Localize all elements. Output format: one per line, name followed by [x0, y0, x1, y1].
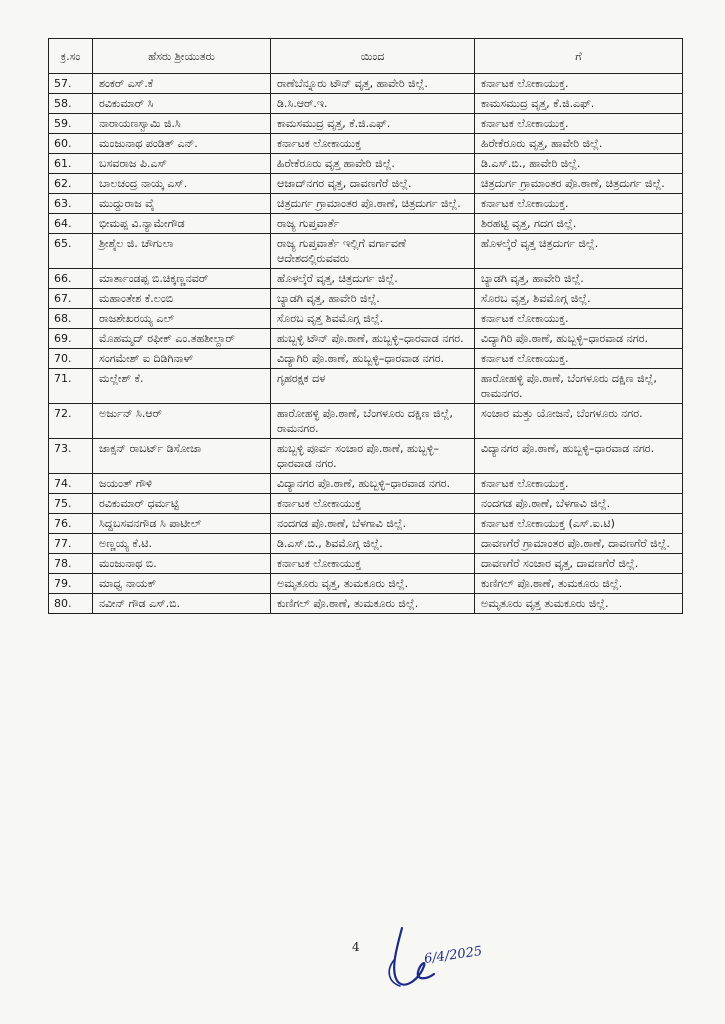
cell-to: ವಿದ್ಯಾಗಿರಿ ಪೊ.ಠಾಣೆ, ಹುಬ್ಬಳ್ಳಿ–ಧಾರವಾಡ ನಗರ.	[475, 329, 683, 349]
cell-to: ಅಮೃತೂರು ವೃತ್ತ ತುಮಕೂರು ಜಿಲ್ಲೆ.	[475, 594, 683, 614]
cell-to: ಡಿ.ಎಸ್.ಬಿ., ಹಾವೇರಿ ಜಿಲ್ಲೆ.	[475, 154, 683, 174]
signature-date: 6/4/2025	[423, 944, 484, 967]
cell-to: ನಂದಗಡ ಪೊ.ಠಾಣೆ, ಬೆಳಗಾವಿ ಜಿಲ್ಲೆ.	[475, 494, 683, 514]
cell-name: ಸಂಗಮೇಶ್ ಐ ದಿಡಿಗಿನಾಳ್	[93, 349, 271, 369]
cell-name: ಶ್ರೀಶೈಲ ಜಿ. ಚೌಗುಲಾ	[93, 234, 271, 269]
cell-sl: 72.	[49, 404, 93, 439]
table-row	[49, 309, 683, 329]
cell-sl: 78.	[49, 554, 93, 574]
table-row	[49, 534, 683, 554]
cell-sl: 73.	[49, 439, 93, 474]
cell-from: ನಂದಗಡ ಪೊ.ಠಾಣೆ, ಬೆಳಗಾವಿ ಜಿಲ್ಲೆ.	[271, 514, 475, 534]
cell-to: ದಾವಣಗೆರೆ ಗ್ರಾಮಾಂತರ ಪೊ.ಠಾಣೆ, ದಾವಣಗೆರೆ ಜಿಲ್ಲೆ.	[475, 534, 683, 554]
cell-from: ರಾಣೆಬೆನ್ನೂರು ಟೌನ್ ವೃತ್ತ, ಹಾವೇರಿ ಜಿಲ್ಲೆ.	[271, 74, 475, 94]
cell-from: ಅಮೃತೂರು ವೃತ್ತ, ತುಮಕೂರು ಜಿಲ್ಲೆ.	[271, 574, 475, 594]
cell-from: ಗೃಹರಕ್ಷಕ ದಳ	[271, 369, 475, 404]
table-row	[49, 369, 683, 404]
cell-from: ಕರ್ನಾಟಕ ಲೋಕಾಯುಕ್ತ	[271, 494, 475, 514]
page-number: 4	[352, 940, 360, 954]
cell-from: ಕರ್ನಾಟಕ ಲೋಕಾಯುಕ್ತ	[271, 134, 475, 154]
cell-name: ಮಲ್ಲೇಶ್ ಕೆ.	[93, 369, 271, 404]
cell-sl: 57.	[49, 74, 93, 94]
table-row	[49, 194, 683, 214]
cell-to: ಹೊಳಲ್ಕೆರೆ ವೃತ್ತ ಚಿತ್ರದುರ್ಗ ಜಿಲ್ಲೆ.	[475, 234, 683, 269]
table-row	[49, 574, 683, 594]
table-row	[49, 514, 683, 534]
cell-sl: 79.	[49, 574, 93, 594]
cell-sl: 69.	[49, 329, 93, 349]
cell-from: ಚಿತ್ರದುರ್ಗ ಗ್ರಾಮಾಂತರ ಪೊ.ಠಾಣೆ, ಚಿತ್ರದುರ್ಗ ಜಿಲ್ಲೆ.	[271, 194, 475, 214]
table-row	[49, 554, 683, 574]
table-row	[49, 269, 683, 289]
cell-from: ಆಜಾದ್‌ನಗರ ವೃತ್ತ, ದಾವಣಗೆರೆ ಜಿಲ್ಲೆ.	[271, 174, 475, 194]
cell-name: ರವಿಕುಮಾರ್ ಸಿ	[93, 94, 271, 114]
header-name: ಹೆಸರು ಶ್ರೀಯುತರು	[93, 39, 271, 74]
cell-from: ಡಿ.ಸಿ.ಆರ್.ಇ.	[271, 94, 475, 114]
cell-sl: 68.	[49, 309, 93, 329]
cell-to: ಸಂಚಾರ ಮತ್ತು ಯೋಜನೆ, ಬೆಂಗಳೂರು ನಗರ.	[475, 404, 683, 439]
cell-sl: 59.	[49, 114, 93, 134]
cell-name: ಮಾರ್ತಾಂಡಪ್ಪ ಬಿ.ಚಿಕ್ಕಣ್ಣನವರ್	[93, 269, 271, 289]
cell-name: ಅರ್ಜುನ್ ಸಿ.ಆರ್	[93, 404, 271, 439]
cell-to: ಚಿತ್ರದುರ್ಗ ಗ್ರಾಮಾಂತರ ಪೊ.ಠಾಣೆ, ಚಿತ್ರದುರ್ಗ ಜಿಲ್ಲೆ.	[475, 174, 683, 194]
cell-from: ಹುಬ್ಬಳ್ಳಿ ಟೌನ್ ಪೊ.ಠಾಣೆ, ಹುಬ್ಬಳ್ಳಿ–ಧಾರವಾಡ ನಗರ.	[271, 329, 475, 349]
cell-sl: 58.	[49, 94, 93, 114]
cell-name: ಜಾಕ್ಸನ್ ರಾಬರ್ಟ್ ಡಿಸೋಜಾ	[93, 439, 271, 474]
cell-from: ಹುಬ್ಬಳ್ಳಿ ಪೂರ್ವ ಸಂಚಾರ ಪೊ.ಠಾಣೆ, ಹುಬ್ಬಳ್ಳಿ–ಧಾರವಾಡ ನಗರ.	[271, 439, 475, 474]
cell-name: ನವೀನ್ ಗೌಡ ಎಸ್.ಬಿ.	[93, 594, 271, 614]
cell-sl: 64.	[49, 214, 93, 234]
table-row	[49, 439, 683, 474]
cell-name: ರಾಜಶೇಖರಯ್ಯ ಎಲ್	[93, 309, 271, 329]
cell-from: ಕಾಮಸಮುದ್ರ ವೃತ್ತ, ಕೆ.ಜಿ.ಎಫ್.	[271, 114, 475, 134]
cell-sl: 76.	[49, 514, 93, 534]
cell-from: ರಾಜ್ಯ ಗುಪ್ತವಾರ್ತೆ ಇಲ್ಲಿಗೆ ವರ್ಗಾವಣೆ ಆದೇಶದಲ್ಲಿರುವವರು	[271, 234, 475, 269]
table-row	[49, 474, 683, 494]
header-to: ಗೆ	[475, 39, 683, 74]
table-row	[49, 114, 683, 134]
cell-to: ಹಾರೋಹಳ್ಳಿ ಪೊ.ಠಾಣೆ, ಬೆಂಗಳೂರು ದಕ್ಷಿಣ ಜಿಲ್ಲೆ, ರಾಮನಗರ.	[475, 369, 683, 404]
table-row	[49, 134, 683, 154]
cell-name: ಅಣ್ಣಯ್ಯ ಕೆ.ಟಿ.	[93, 534, 271, 554]
table-row	[49, 594, 683, 614]
cell-name: ಜಯಂತ್ ಗೌಳಿ	[93, 474, 271, 494]
cell-name: ಮುದ್ದುರಾಜ ವೈ	[93, 194, 271, 214]
cell-name: ಸಿದ್ದಬಸವನಗೌಡ ಸಿ ಪಾಟೀಲ್	[93, 514, 271, 534]
cell-to: ಶಿರಹಟ್ಟಿ ವೃತ್ತ, ಗದಗ ಜಿಲ್ಲೆ.	[475, 214, 683, 234]
cell-sl: 77.	[49, 534, 93, 554]
table-row	[49, 174, 683, 194]
cell-name: ಶಂಕರ್ ಎಸ್.ಕೆ	[93, 74, 271, 94]
table-header-row	[49, 39, 683, 74]
cell-to: ಹಿರೇಕೆರೂರು ವೃತ್ತ, ಹಾವೇರಿ ಜಿಲ್ಲೆ.	[475, 134, 683, 154]
cell-from: ವಿದ್ಯಾನಗರ ಪೊ.ಠಾಣೆ, ಹುಬ್ಬಳ್ಳಿ–ಧಾರವಾಡ ನಗರ.	[271, 474, 475, 494]
cell-from: ಬ್ಯಾಡಗಿ ವೃತ್ತ, ಹಾವೇರಿ ಜಿಲ್ಲೆ.	[271, 289, 475, 309]
cell-name: ನಾರಾಯಣಸ್ವಾಮಿ ಜಿ.ಸಿ	[93, 114, 271, 134]
table-row	[49, 234, 683, 269]
table-row	[49, 404, 683, 439]
cell-to: ಕುಣಿಗಲ್ ಪೊ.ಠಾಣೆ, ತುಮಕೂರು ಜಿಲ್ಲೆ.	[475, 574, 683, 594]
cell-from: ಕರ್ನಾಟಕ ಲೋಕಾಯುಕ್ತ	[271, 554, 475, 574]
transfer-table	[48, 38, 683, 614]
cell-sl: 60.	[49, 134, 93, 154]
table-row	[49, 494, 683, 514]
cell-to: ಕರ್ನಾಟಕ ಲೋಕಾಯುಕ್ತ.	[475, 309, 683, 329]
cell-sl: 80.	[49, 594, 93, 614]
cell-from: ಕುಣಿಗಲ್ ಪೊ.ಠಾಣೆ, ತುಮಕೂರು ಜಿಲ್ಲೆ.	[271, 594, 475, 614]
cell-sl: 63.	[49, 194, 93, 214]
cell-to: ಕರ್ನಾಟಕ ಲೋಕಾಯುಕ್ತ.	[475, 114, 683, 134]
cell-from: ಹಾರೋಹಳ್ಳಿ ಪೊ.ಠಾಣೆ, ಬೆಂಗಳೂರು ದಕ್ಷಿಣ ಜಿಲ್ಲೆ, ರಾಮನಗರ.	[271, 404, 475, 439]
cell-sl: 66.	[49, 269, 93, 289]
table-row	[49, 214, 683, 234]
table-row	[49, 154, 683, 174]
cell-sl: 62.	[49, 174, 93, 194]
cell-from: ರಾಜ್ಯ ಗುಪ್ತವಾರ್ತೆ	[271, 214, 475, 234]
cell-sl: 65.	[49, 234, 93, 269]
header-from: ಯಿಂದ	[271, 39, 475, 74]
cell-to: ಸೊರಬ ವೃತ್ತ, ಶಿವಮೊಗ್ಗ ಜಿಲ್ಲೆ.	[475, 289, 683, 309]
cell-to: ಕರ್ನಾಟಕ ಲೋಕಾಯುಕ್ತ (ಎಸ್.ಐ.ಟಿ)	[475, 514, 683, 534]
cell-to: ಕರ್ನಾಟಕ ಲೋಕಾಯುಕ್ತ.	[475, 74, 683, 94]
cell-name: ಮೊಹಮ್ಮದ್ ರಫೀಕ್ ಎಂ.ತಹಶೀಲ್ದಾರ್	[93, 329, 271, 349]
cell-name: ಬಸವರಾಜ ಪಿ.ಎಸ್	[93, 154, 271, 174]
cell-sl: 70.	[49, 349, 93, 369]
cell-sl: 71.	[49, 369, 93, 404]
cell-sl: 67.	[49, 289, 93, 309]
cell-to: ಕರ್ನಾಟಕ ಲೋಕಾಯುಕ್ತ.	[475, 349, 683, 369]
cell-name: ರವಿಕುಮಾರ್ ಧರ್ಮಟ್ಟಿ	[93, 494, 271, 514]
table-row	[49, 329, 683, 349]
table-row	[49, 94, 683, 114]
cell-from: ವಿದ್ಯಾಗಿರಿ ಪೊ.ಠಾಣೆ, ಹುಬ್ಬಳ್ಳಿ–ಧಾರವಾಡ ನಗರ.	[271, 349, 475, 369]
cell-name: ಮಹಾಂತೇಶ ಕೆ.ಲಂಬಿ	[93, 289, 271, 309]
cell-sl: 61.	[49, 154, 93, 174]
header-serial: ಕ್ರ.ಸಂ	[49, 39, 93, 74]
cell-sl: 74.	[49, 474, 93, 494]
table-row	[49, 289, 683, 309]
cell-name: ಭೀಮಪ್ಪ ವಿ.ನ್ಯಾಮೇಗೌಡ	[93, 214, 271, 234]
cell-name: ಬಾಲಚಂದ್ರ ನಾಯ್ಕ ಎಸ್.	[93, 174, 271, 194]
cell-to: ಕರ್ನಾಟಕ ಲೋಕಾಯುಕ್ತ.	[475, 194, 683, 214]
table-body	[49, 74, 683, 614]
cell-to: ದಾವಣಗೆರೆ ಸಂಚಾರ ವೃತ್ತ, ದಾವಣಗೆರೆ ಜಿಲ್ಲೆ.	[475, 554, 683, 574]
cell-from: ಹಿರೇಕೆರೂರು ವೃತ್ತ ಹಾವೇರಿ ಜಿಲ್ಲೆ.	[271, 154, 475, 174]
cell-from: ಹೊಳಲ್ಕೆರೆ ವೃತ್ತ, ಚಿತ್ರದುರ್ಗ ಜಿಲ್ಲೆ.	[271, 269, 475, 289]
cell-to: ವಿದ್ಯಾನಗರ ಪೊ.ಠಾಣೆ, ಹುಬ್ಬಳ್ಳಿ–ಧಾರವಾಡ ನಗರ.	[475, 439, 683, 474]
cell-to: ಬ್ಯಾಡಗಿ ವೃತ್ತ, ಹಾವೇರಿ ಜಿಲ್ಲೆ.	[475, 269, 683, 289]
cell-name: ಮಾಧ್ವ ನಾಯಕ್	[93, 574, 271, 594]
cell-to: ಕರ್ನಾಟಕ ಲೋಕಾಯುಕ್ತ.	[475, 474, 683, 494]
table-row	[49, 74, 683, 94]
cell-name: ಮಂಜುನಾಥ ಪಂಡಿತ್ ಎನ್.	[93, 134, 271, 154]
cell-to: ಕಾಮಸಮುದ್ರ ವೃತ್ತ, ಕೆ.ಜಿ.ಎಫ್.	[475, 94, 683, 114]
cell-from: ಸೊರಬ ವೃತ್ತ ಶಿವಮೊಗ್ಗ ಜಿಲ್ಲೆ.	[271, 309, 475, 329]
cell-from: ಡಿ.ಎಸ್.ಬಿ., ಶಿವಮೊಗ್ಗ ಜಿಲ್ಲೆ.	[271, 534, 475, 554]
cell-name: ಮಂಜುನಾಥ ಬಿ.	[93, 554, 271, 574]
cell-sl: 75.	[49, 494, 93, 514]
table-row	[49, 349, 683, 369]
